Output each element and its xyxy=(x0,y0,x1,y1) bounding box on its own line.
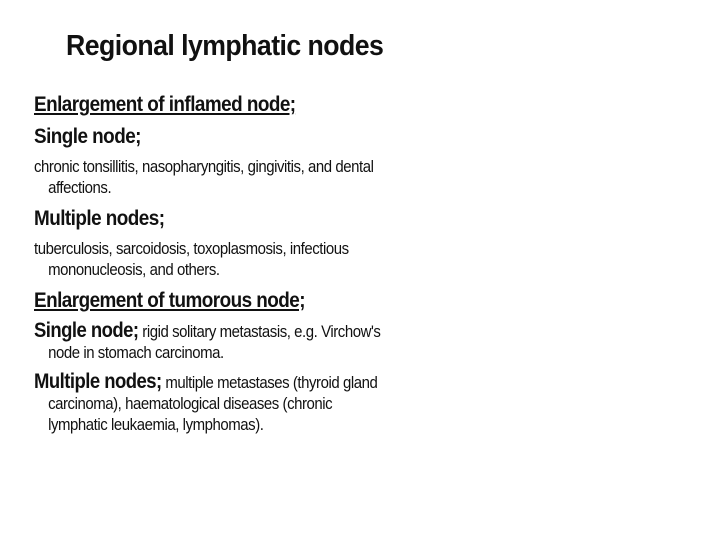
tumorous-multiple-line-2: carcinoma), haematological diseases (chronic xyxy=(48,394,333,413)
tumorous-multiple-nodes-block xyxy=(34,371,394,435)
tumorous-single-line-1-wrap xyxy=(34,319,381,342)
inflamed-multiple-line-2: mononucleosis, and others. xyxy=(48,260,220,279)
tumorous-single-line-1: rigid solitary metastasis, e.g. Virchow's xyxy=(142,322,381,341)
slide-title: Regional lymphatic nodes xyxy=(66,30,384,62)
tumorous-multiple-line-1-wrap xyxy=(34,370,378,393)
inflamed-single-node-text xyxy=(34,156,394,198)
tumorous-single-node-block xyxy=(34,320,394,363)
tumorous-node-heading: Enlargement of tumorous node; xyxy=(34,289,305,312)
slide-content xyxy=(34,92,394,435)
inflamed-single-line-2: affections. xyxy=(48,178,112,197)
inflamed-multiple-nodes-text xyxy=(34,238,394,280)
tumorous-single-line-2: node in stomach carcinoma. xyxy=(48,343,224,362)
inflamed-node-heading: Enlargement of inflamed node; xyxy=(34,93,296,116)
tumorous-multiple-line-1: multiple metastases (thyroid gland xyxy=(165,373,378,392)
inflamed-multiple-line-1: tuberculosis, sarcoidosis, toxoplasmosis, infectious xyxy=(34,239,349,258)
inflamed-multiple-nodes-heading: Multiple nodes; xyxy=(34,207,165,230)
inflamed-single-line-1: chronic tonsillitis, nasopharyngitis, gingivitis, and dental xyxy=(34,157,374,176)
inflamed-single-node-heading: Single node; xyxy=(34,125,141,148)
tumorous-multiple-nodes-heading: Multiple nodes; xyxy=(34,370,162,393)
tumorous-multiple-line-3: lymphatic leukaemia, lymphomas). xyxy=(48,415,264,434)
tumorous-single-node-heading: Single node; xyxy=(34,319,139,342)
